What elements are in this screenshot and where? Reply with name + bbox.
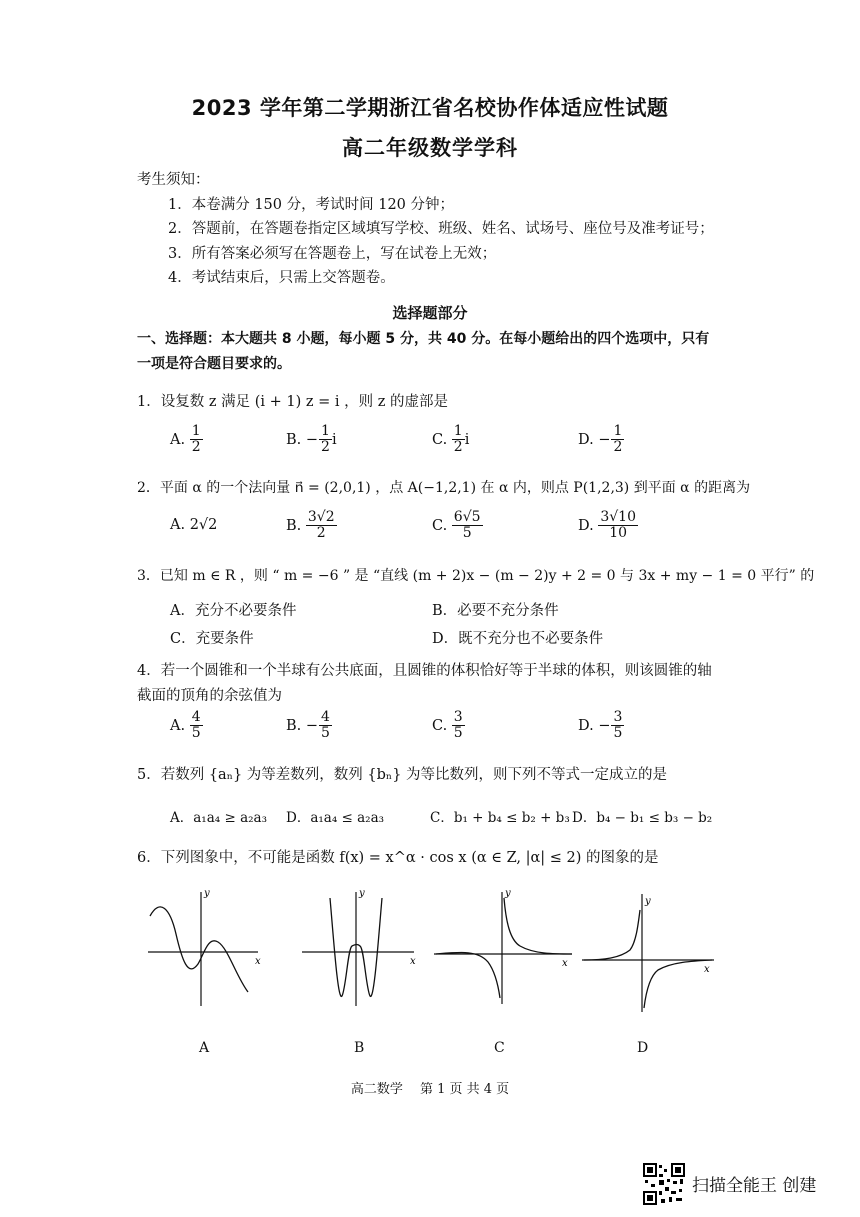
function-curve bbox=[150, 907, 248, 992]
option-label: D. bbox=[578, 717, 594, 734]
q2-option-c[interactable] bbox=[432, 510, 483, 542]
exam-title: 2023 学年第二学期浙江省名校协作体适应性试题 bbox=[191, 96, 669, 120]
graph-label-a: A bbox=[199, 1040, 210, 1056]
y-axis-label: y bbox=[645, 896, 651, 907]
graph-option-d[interactable] bbox=[580, 884, 720, 1016]
section-intro: 一、选择题：本大题共 8 小题，每小题 5 分，共 40 分。在每小题给出的四个选项中，只有 bbox=[137, 331, 710, 347]
x-axis-label: x bbox=[704, 964, 710, 975]
option-label: A. bbox=[170, 717, 186, 734]
q5-option-d[interactable]: D．b₄ − b₁ ≤ b₃ − b₂ bbox=[572, 810, 713, 826]
graph-option-b[interactable] bbox=[294, 884, 424, 1009]
option-label: C. bbox=[432, 431, 448, 448]
exam-subtitle: 高二年级数学学科 bbox=[342, 136, 518, 160]
notice-heading: 考生须知： bbox=[137, 172, 210, 188]
x-axis-label: x bbox=[562, 958, 568, 969]
q1-option-a[interactable] bbox=[170, 424, 203, 456]
fraction: $\frac{1}{2}$ bbox=[321, 423, 330, 456]
question-2-stem: 2．平面 α 的一个法向量 n⃗ = (2,0,1) ，点 A(−1,2,1) 在 α 内，则点 P(1,2,3) 到平面 α 的距离为 bbox=[137, 480, 751, 496]
page-footer: 高二数学 第 1 页 共 4 页 bbox=[350, 1082, 510, 1097]
q5-option-a[interactable]: A．a₁a₄ ≥ a₂a₃ bbox=[170, 810, 267, 826]
option-label: B. bbox=[286, 431, 302, 448]
q5-option-b[interactable]: D．a₁a₄ ≤ a₂a₃ bbox=[286, 810, 385, 826]
question-5-stem: 5．若数列 {aₙ} 为等差数列，数列 {bₙ} 为等比数列，则下列不等式一定成立的是 bbox=[137, 767, 668, 783]
option-label: D. bbox=[578, 431, 594, 448]
y-axis-label: y bbox=[505, 888, 511, 899]
function-curve-left bbox=[436, 952, 500, 998]
fraction: $\frac{4}{5}$ bbox=[191, 709, 201, 742]
option-label: C. bbox=[432, 717, 448, 734]
fraction: $\frac{1}{2}$ bbox=[453, 423, 463, 456]
q3-option-b[interactable]: B．必要不充分条件 bbox=[432, 603, 559, 619]
scanner-watermark: 扫描全能王 创建 bbox=[692, 1176, 817, 1196]
graph-label-b: B bbox=[354, 1040, 365, 1056]
function-curve-left bbox=[584, 910, 640, 960]
notice-item: 3．所有答案必须写在答题卷上，写在试卷上无效； bbox=[168, 246, 497, 262]
notice-item: 4．考试结束后，只需上交答题卷。 bbox=[168, 270, 395, 286]
q2-option-d[interactable] bbox=[578, 510, 638, 542]
y-axis-label: y bbox=[204, 888, 210, 899]
option-label: D. bbox=[578, 517, 594, 534]
notice-item: 1．本卷满分 150 分，考试时间 120 分钟； bbox=[168, 197, 455, 213]
section-title: 选择题部分 bbox=[392, 304, 468, 322]
graph-label-c: C bbox=[494, 1040, 505, 1056]
q4-option-b[interactable]: B. − $\frac{4}{5}$ bbox=[286, 709, 330, 742]
fraction: $\frac{3√2}{2}$ bbox=[307, 509, 335, 542]
fraction: $\frac{1}{2}$ bbox=[613, 423, 623, 456]
q3-option-c[interactable]: C．充要条件 bbox=[170, 631, 254, 647]
graph-label-d: D bbox=[637, 1040, 649, 1056]
y-axis-label: y bbox=[359, 888, 365, 899]
q2-option-a[interactable] bbox=[170, 517, 217, 533]
fraction: $\frac{3√10}{10}$ bbox=[600, 509, 636, 542]
fraction: $\frac{4}{5}$ bbox=[321, 709, 330, 742]
option-label: B. bbox=[286, 717, 302, 734]
q2-option-b[interactable] bbox=[286, 510, 337, 542]
question-3-stem: 3．已知 m ∈ R ，则 “ m = −6 ” 是 “直线 (m + 2)x − (m − 2)y + 2 = 0 与 3x + my − 1 = 0 平行” 的 bbox=[137, 568, 815, 584]
graph-option-a[interactable] bbox=[140, 884, 270, 1009]
q4-option-a[interactable] bbox=[170, 710, 203, 742]
option-label: A. bbox=[170, 517, 186, 533]
function-curve-right bbox=[504, 898, 572, 954]
q1-option-b[interactable]: B. − $\frac{1}{2}$ i bbox=[286, 423, 337, 456]
q4-option-d[interactable]: D. − $\frac{3}{5}$ bbox=[578, 709, 623, 742]
q3-option-d[interactable]: D．既不充分也不必要条件 bbox=[432, 631, 604, 647]
fraction: $\frac{1}{2}$ bbox=[191, 423, 201, 456]
question-4-stem: 4．若一个圆锥和一个半球有公共底面，且圆锥的体积恰好等于半球的体积，则该圆锥的轴 bbox=[137, 663, 712, 679]
notice-item: 2．答题前，在答题卷指定区域填写学校、班级、姓名、试场号、座位号及准考证号； bbox=[168, 221, 714, 237]
q1-option-c[interactable]: C. $\frac{1}{2}$ i bbox=[432, 423, 470, 456]
option-label: A. bbox=[170, 431, 186, 448]
section-intro: 一项是符合题目要求的。 bbox=[137, 356, 291, 372]
x-axis-label: x bbox=[410, 956, 416, 967]
fraction: $\frac{3}{5}$ bbox=[613, 709, 623, 742]
x-axis-label: x bbox=[255, 956, 261, 967]
qr-code-icon bbox=[643, 1163, 685, 1205]
option-label: B. bbox=[286, 517, 302, 534]
q4-option-c[interactable] bbox=[432, 710, 465, 742]
q5-option-c[interactable]: C．b₁ + b₄ ≤ b₂ + b₃ bbox=[430, 810, 570, 826]
question-4-stem: 截面的顶角的余弦值为 bbox=[137, 688, 282, 704]
question-6-stem: 6．下列图象中，不可能是函数 f(x) = x^α · cos x (α ∈ Z, |α| ≤ 2) 的图象的是 bbox=[137, 850, 659, 866]
fraction: $\frac{3}{5}$ bbox=[453, 709, 463, 742]
graph-option-c[interactable] bbox=[430, 884, 580, 1009]
q3-option-a[interactable]: A．充分不必要条件 bbox=[170, 603, 297, 619]
fraction: $\frac{6√5}{5}$ bbox=[453, 509, 481, 542]
option-value: 2√2 bbox=[189, 517, 218, 533]
question-1-stem: 1．设复数 z 满足 (i + 1) z = i ，则 z 的虚部是 bbox=[137, 394, 448, 410]
q1-option-d[interactable]: D. − $\frac{1}{2}$ bbox=[578, 423, 623, 456]
option-label: C. bbox=[432, 517, 448, 534]
function-curve-right bbox=[644, 960, 712, 1008]
